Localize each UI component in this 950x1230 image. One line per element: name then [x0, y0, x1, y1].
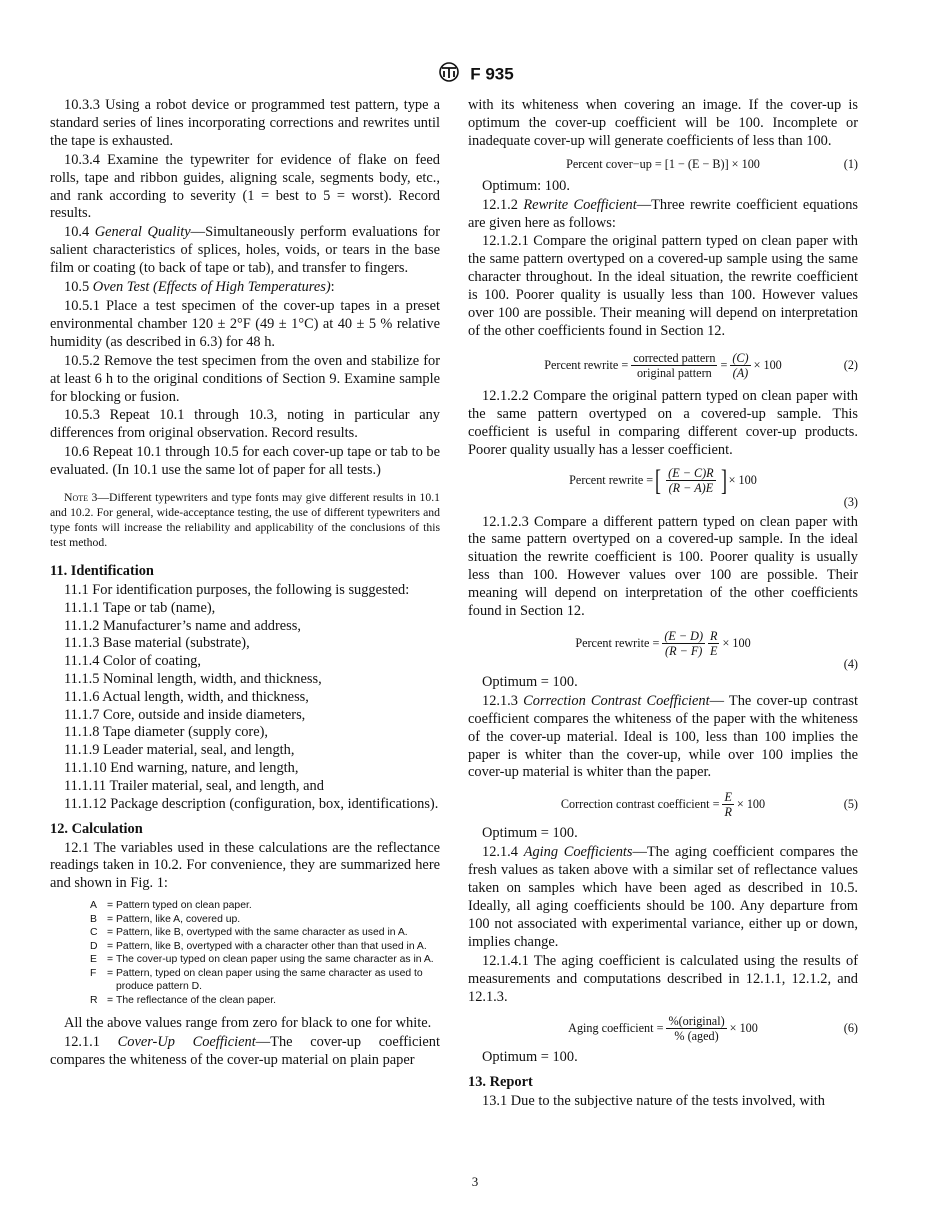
equation-4: Percent rewrite = $\frac{(E - D)}{(R - F)}$ $\frac{R}{E}$ × 100 (4) — [575, 628, 858, 671]
list-item: 11.1.3 Base material (substrate), — [64, 635, 250, 652]
equation-3: Percent rewrite = [ $\frac{(E - C)R}{(R - A)E}$ ] × 100 (3) — [569, 463, 858, 509]
list-item: 11.1.12 Package description (configuration, box, identifications). — [64, 795, 439, 812]
variable-row: C = Pattern, like B, overtyped with the same character as used in A. — [90, 927, 408, 939]
list-item: 11.1.1 Tape or tab (name), — [64, 599, 216, 616]
paragraph-13-1: 13.1 Due to the subjective nature of the tests involved, with — [482, 1093, 825, 1110]
paragraph-10-3-3: 10.3.3 Using a robot device or programmed test pattern, type a standard series of lines incorporating corrections and rewrites until the tape is exhausted. — [50, 97, 440, 149]
equation-2: Percent rewrite = $\frac{\text{corrected pattern}}{\text{original pattern}}$ = $\frac{(C)}{(A)}$ × 100 (2) — [544, 350, 858, 380]
paragraph-12-1-3: 12.1.3 Correction Contrast Coefficient— The cover-up contrast coefficient compares the whiteness of the paper with the whiteness of the cover-up material. Ideal is 100, less than 100 implies the paper is whiter than the cover-up, while over 100 implies the cover-up material is whiter than the paper. — [468, 692, 859, 781]
list-item: 11.1.9 Leader material, seal, and length, — [64, 742, 295, 759]
section-11-heading: 11. Identification — [50, 563, 154, 580]
optimum-2: Optimum = 100. — [482, 673, 578, 690]
variable-row: F = Pattern, typed on clean paper using the same character as used to produce pattern D. — [90, 967, 423, 993]
paragraph-12-1-4: 12.1.4 Aging Coefficients—The aging coefficient compares the fresh values as taken above with a similar set of reflectance values taken on samples which have been aged as described in 10.5. Ideally, all aging coefficients should be 100. Any departure from 100 not associated with experimental variance, either up or down, implies change. — [468, 844, 858, 950]
paragraph-range: All the above values range from zero for black to one for white. — [64, 1015, 432, 1032]
left-column — [50, 97, 440, 1070]
optimum-4: Optimum = 100. — [482, 1049, 578, 1066]
paragraph-10-5-3: 10.5.3 Repeat 10.1 through 10.3, noting in particular any differences from original observation. Record results. — [50, 407, 440, 442]
paragraph-10-5-1: 10.5.1 Place a test specimen of the cover-up tapes in a preset environmental chamber 120 ± 2°F (49 ± 1°C) at 40 ± 5 % relative humidity (as described in 6.3) for 48 h. — [50, 297, 440, 350]
optimum-3: Optimum = 100. — [482, 825, 578, 842]
paragraph-10-6: 10.6 Repeat 10.1 through 10.5 for each cover-up tape or tab to be evaluated. (In 10.1 use the same lot of paper for all tests.) — [50, 444, 440, 479]
paragraph-12-1-4-1: 12.1.4.1 The aging coefficient is calculated using the results of measurements and computations described in 12.1.1, 12.1.2, and 12.1.3. — [468, 952, 858, 1005]
list-item: 11.1.6 Actual length, width, and thickness, — [64, 688, 309, 705]
section-13-heading: 13. Report — [468, 1074, 533, 1091]
paragraph-12-1-2: 12.1.2 Rewrite Coefficient—Three rewrite coefficient equations are given here as follows: — [468, 196, 858, 231]
list-item: 11.1.11 Trailer material, seal, and length, and — [64, 777, 324, 794]
paragraph-10-5-2: 10.5.2 Remove the test specimen from the oven and stabilize for at least 6 h to the original conditions of Section 9. Examine sample for blocking or fusion. — [50, 352, 440, 405]
paragraph-10-5: 10.5 Oven Test (Effects of High Temperatures): — [64, 279, 335, 296]
variable-row: E = The cover-up typed on clean paper using the same character as in A. — [90, 954, 434, 966]
paragraph-12-1-2-2: 12.1.2.2 Compare the original pattern typed on clean paper with the same pattern overtyped on a covered-up sample. This coefficient is useful in comparing different cover-up products. Poorer quality usually has a lesser coefficient. — [468, 387, 858, 458]
identification-list — [50, 582, 440, 813]
list-item: 11.1.8 Tape diameter (supply core), — [64, 724, 268, 741]
variable-row: R = The reflectance of the clean paper. — [90, 994, 277, 1006]
list-item: 11.1 For identification purposes, the following is suggested: — [64, 582, 410, 599]
document-id: F 935 — [470, 64, 514, 84]
note-3: Note 3—Different typewriters and type fonts may give different results in 10.1 and 10.2. For general, wide-acceptance testing, the use of different typewriters and type fonts will increase the reliability and applicability of the conclusions of this test method. — [50, 491, 440, 550]
variable-row: B = Pattern, like A, covered up. — [90, 913, 241, 925]
paragraph-10-3-4: 10.3.4 Examine the typewriter for evidence of flake on feed rolls, tape and ribbon guides, aligning scale, segments body, etc., and rank according to severity (1 = best to 5 = worst). Record results. — [50, 151, 440, 222]
page-header — [0, 62, 950, 87]
astm-logo-icon — [436, 62, 462, 87]
page-number: 3 — [471, 1174, 479, 1189]
list-item: 11.1.10 End warning, nature, and length, — [64, 760, 299, 776]
paragraph-12-1: 12.1 The variables used in these calculations are the reflectance readings taken in 10.2. For convenience, they are summarized here and shown in Fig. 1: — [50, 839, 440, 892]
paragraph-12-1-2-1: 12.1.2.1 Compare the original pattern typed on clean paper with the same pattern overtyped on a covered-up sample using the same character throughout. In the ideal situation, the rewrite coefficient is 100. Poorer quality is usually less than 100. However values over 100 are possible. Their meaning will depend on interpretation of the other coefficients found in Section 12. — [468, 233, 858, 339]
equation-1: Percent cover−up = [1 − (E − B)] × 100 (1) — [566, 156, 858, 171]
variable-row: A = Pattern typed on clean paper. — [90, 900, 252, 912]
list-item: 11.1.4 Color of coating, — [64, 653, 201, 670]
paragraph-10-4: 10.4 General Quality—Simultaneously perform evaluations for salient characteristics of splices, holes, voids, or tears in the base film or coating (to back of tape or tab), and transfer to fingers. — [50, 224, 440, 277]
optimum-1: Optimum: 100. — [482, 177, 570, 194]
equation-5: Correction contrast coefficient = $\frac{E}{R}$ × 100 (5) — [560, 790, 858, 820]
list-item: 11.1.5 Nominal length, width, and thickness, — [64, 671, 322, 688]
paragraph-12-1-1: 12.1.1 Cover-Up Coefficient—The cover-up coefficient compares the whiteness of the cover-up material on plain paper — [50, 1034, 440, 1069]
paragraph-12-1-2-3: 12.1.2.3 Compare a different pattern typed on clean paper with the same pattern overtyped on a covered-up sample. In the ideal situation the rewrite coefficient is 100. Poorer quality is usually less than 100. However values over 100 are possible. Their meaning will depend on interpretation of the other coefficients found in Section 12. — [468, 513, 858, 620]
list-item: 11.1.2 Manufacturer’s name and address, — [64, 617, 301, 634]
paragraph-12-1-1-continued: with its whiteness when covering an image. If the cover-up is optimum the cover-up coefficient will be 100. Incomplete or inadequate cover-up will generate coefficients of less than 100. — [468, 97, 858, 149]
equation-6: Aging coefficient = $\frac{\text{\%(original)}}{\text{\% (aged)}}$ × 100 (6) — [568, 1014, 858, 1044]
variable-definitions — [90, 899, 440, 1007]
right-column — [468, 97, 858, 1111]
section-12-heading: 12. Calculation — [50, 820, 143, 837]
variable-row: D = Pattern, like B, overtyped with a character other than that used in A. — [90, 940, 427, 952]
list-item: 11.1.7 Core, outside and inside diameters, — [64, 706, 306, 723]
